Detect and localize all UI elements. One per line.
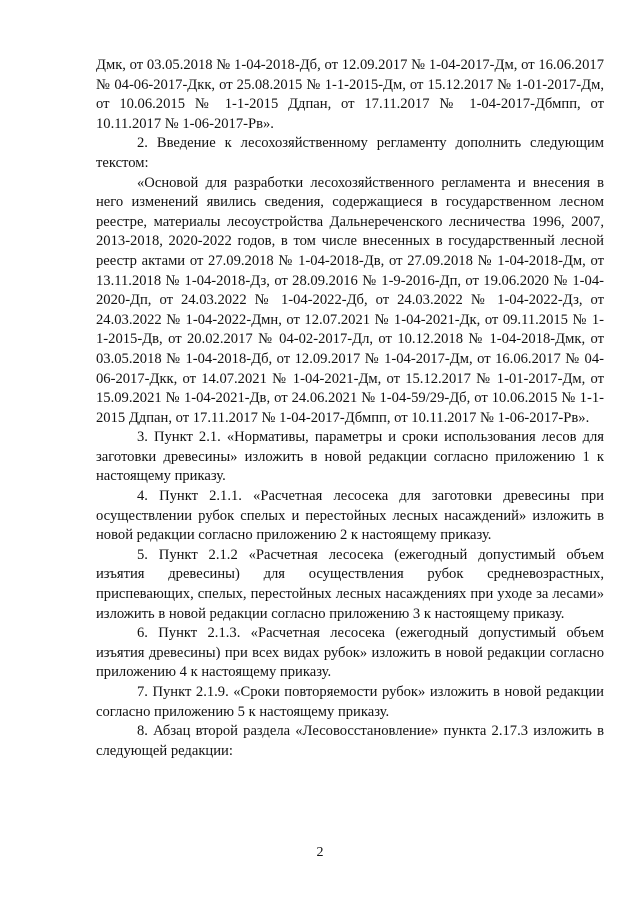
page-number: 2 — [316, 845, 324, 860]
paragraph-item-2: 2. Введение к лесохозяйственному регламенту дополнить следующим текстом: — [96, 135, 604, 171]
paragraph-item-7: 7. Пункт 2.1.9. «Сроки повторяемости рубок» изложить в новой редакции согласно приложению 5 к настоящему приказу. — [96, 684, 604, 720]
paragraph-item-3: 3. Пункт 2.1. «Нормативы, параметры и сроки использования лесов для заготовки древесины» изложить в новой редакции согласно приложению 1 к настоящему приказу. — [96, 429, 604, 485]
paragraph-item-6: 6. Пункт 2.1.3. «Расчетная лесосека (ежегодный допустимый объем изъятия древесины) при всех видах рубок» изложить в новой редакции согласно приложению 4 к настоящему приказу. — [96, 625, 604, 681]
paragraph-item-4: 4. Пункт 2.1.1. «Расчетная лесосека для заготовки древесины при осуществлении рубок спелых и перестойных лесных насаждений» изложить в новой редакции согласно приложению 2 к настоящему приказу. — [96, 488, 604, 544]
paragraph-item-5: 5. Пункт 2.1.2 «Расчетная лесосека (ежегодный допустимый объем изъятия древесины) для осуществления рубок средневозрастных, приспевающих, спелых, перестойных лесных насаждениях при уходе за лесами» изложить в новой редакции согласно приложению 3 к настоящему приказу. — [96, 546, 604, 622]
body-text — [96, 56, 604, 761]
paragraph-continuation: Дмк, от 03.05.2018 № 1-04-2018-Дб, от 12.09.2017 № 1-04-2017-Дм, от 16.06.2017 № 04-06-2017-Дкк, от 25.08.2015 № 1-1-2015-Дм, от 15.12.2017 № 1-01-2017-Дм, от 10.06.2015 № 1-1-2015 Ддпан, от 17.11.2017 № 1-04-2017-Дбмпп, от 10.11.2017 № 1-06-2017-Рв». — [96, 57, 604, 132]
paragraph-item-8: 8. Абзац второй раздела «Лесовосстановление» пункта 2.17.3 изложить в следующей редакции: — [96, 723, 604, 759]
paragraph-quote: «Основой для разработки лесохозяйственного регламента и внесения в него изменений явились сведения, содержащиеся в государственном лесном реестре, материалы лесоустройства Дальнереченского лесничества 1996, 2007, 2013-2018, 2020-2022 годов, в том числе внесенных в государственный лесной реестр актами от 27.09.2018 № 1-04-2018-Дв, от 27.09.2018 № 1-04-2018-Дм, от 13.11.2018 № 1-04-2018-Дз, от 28.09.2016 № 1-9-2016-Дп, от 19.06.2020 № 1-04-2020-Дп, от 24.03.2022 № 1-04-2022-Дб, от 24.03.2022 № 1-04-2022-Дз, от 24.03.2022 № 1-04-2022-Дмн, от 12.07.2021 № 1-04-2021-Дк, от 09.11.2015 № 1-1-2015-Дв, от 20.02.2017 № 04-02-2017-Дл, от 10.12.2018 № 1-04-2018-Дмк, от 03.05.2018 № 1-04-2018-Дб, от 12.09.2017 № 1-04-2017-Дм, от 16.06.2017 № 04-06-2017-Дкк, от 14.07.2021 № 1-04-2021-Дм, от 15.12.2017 № 1-01-2017-Дм, от 15.09.2021 № 1-04-2021-Дв, от 24.06.2021 № 1-04-59/29-Дб, от 10.06.2015 № 1-1-2015 Ддпан, от 17.11.2017 № 1-04-2017-Дбмпп, от 10.11.2017 № 1-06-2017-Рв». — [96, 174, 604, 426]
